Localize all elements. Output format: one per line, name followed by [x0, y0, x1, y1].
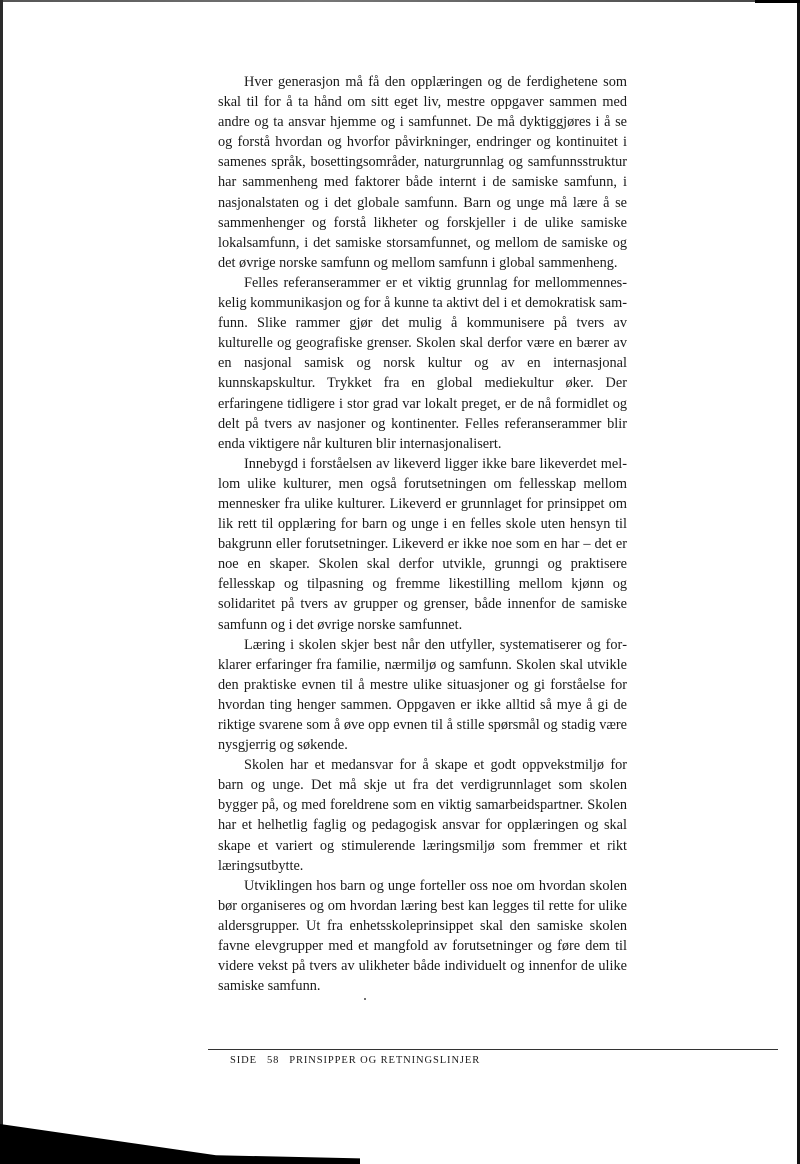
scan-edge-left: [0, 0, 3, 1164]
scan-corner-mark: [755, 0, 800, 3]
footer-section-title: PRINSIPPER OG RETNINGSLINJER: [289, 1055, 481, 1066]
footer-page-number: 58: [266, 1055, 280, 1066]
scan-edge-top: [0, 0, 800, 2]
body-text: [218, 72, 627, 996]
paragraph-4: Læring i skolen skjer best når den utfyller, systematiserer og forklarer erfaringer fra familie, nærmiljø og samfunn. Skolen skal utvikle den praktiske evnen til å mestre ulike situasjoner og gi forståelse for hvordan ting henger sammen. Oppgaven er ikke alltid så mye å gi de riktige svarene som å øve opp evnen til å stille spørsmål og stadig være nysgjerrig og søkende.: [218, 636, 627, 754]
footer-rule: [208, 1049, 778, 1050]
paragraph-6: Utviklingen hos barn og unge forteller oss noe om hvordan skolen bør organiseres og om hvordan læring best kan legges til rette for ulike aldersgrupper. Ut fra enhetsskoleprinsippet skal den samiske skolen favne elevgrupper med et mangfold av forutsetninger og føre dem til videre vekst på tvers av ulikheter både individuelt og innenfor de ulike samiske samfunn.: [218, 877, 627, 995]
scan-speck: [364, 998, 366, 1000]
scan-shadow-wedge: [0, 1124, 360, 1164]
paragraph-3: Innebygd i forståelsen av likeverd ligger ikke bare likeverdet mellom ulike kulturer, men også forutsetningen om fellesskap mellom mennesker fra ulike kulturer. Likeverd er grunnlaget for prinsippet om lik rett til opplæring for barn og unge i en felles skole uten hensyn til bakgrunn eller forutsetninger. Likeverd er ikke noe som en har – det er noe en skaper. Skolen skal derfor utvikle, grunngi og praktisere fellesskap og tilpasning og fremme likestilling mellom kjønn og solidaritet på tvers av grupper og grenser, både innenfor de samiske samfunn og i det øvrige norske samfunnet.: [218, 455, 627, 633]
paragraph-5: Skolen har et medansvar for å skape et godt oppvekstmiljø for barn og unge. Det må skje ut fra det verdigrunnlaget som skolen bygger på, og med foreldrene som en viktig samarbeidspartner. Skolen har et helhetlig faglig og pedagogisk ansvar for opplæringen og skal skape et variert og stimulerende læringsmiljø som fremmer et rikt læringsutbytte.: [218, 757, 627, 874]
paragraph-1: Hver generasjon må få den opplæringen og de ferdighetene som skal til for å ta hånd om sitt eget liv, mestre oppgaver sammen med andre og ta ansvar hjemme og i samfunnet. De må dyktiggjøres i å se og forstå hvordan og hvorfor påvirkninger, endringer og kontinuitet i samenes språk, bosettingsområder, naturgrunnlag og samfunnsstruktur har sammenheng med faktorer både internt i de samiske samfunn, i nasjonalstaten og i det globale samfunn. Barn og unge må lære å se sammenhenger og forstå likheter og forskjeller i de ulike samiske lokalsamfunn, i det samiske storsamfunnet, og mellom de samiske og det øvrige norske samfunn og mellom samfunn i global sammenheng.: [218, 74, 627, 271]
page-footer: [230, 1055, 490, 1066]
paragraph-2: Felles referanserammer er et viktig grunnlag for mellommenneskelig kommunikasjon og for å kunne ta aktivt del i et demokratisk samfunn. Slike rammer gjør det mulig å kommunisere på tvers av kulturelle og geografiske grenser. Skolen skal derfor være en bærer av en nasjonal samisk og norsk kultur og av en internasjonal kunnskapskultur. Trykket fra en global mediekultur øker. Der erfaringene tidligere i stor grad var lokalt preget, er de nå formidlet og delt på tvers av nasjoner og kontinenter. Felles referanserammer blir enda viktigere når kulturen blir internasjonalisert.: [218, 274, 627, 452]
footer-side-label: SIDE: [230, 1055, 257, 1066]
